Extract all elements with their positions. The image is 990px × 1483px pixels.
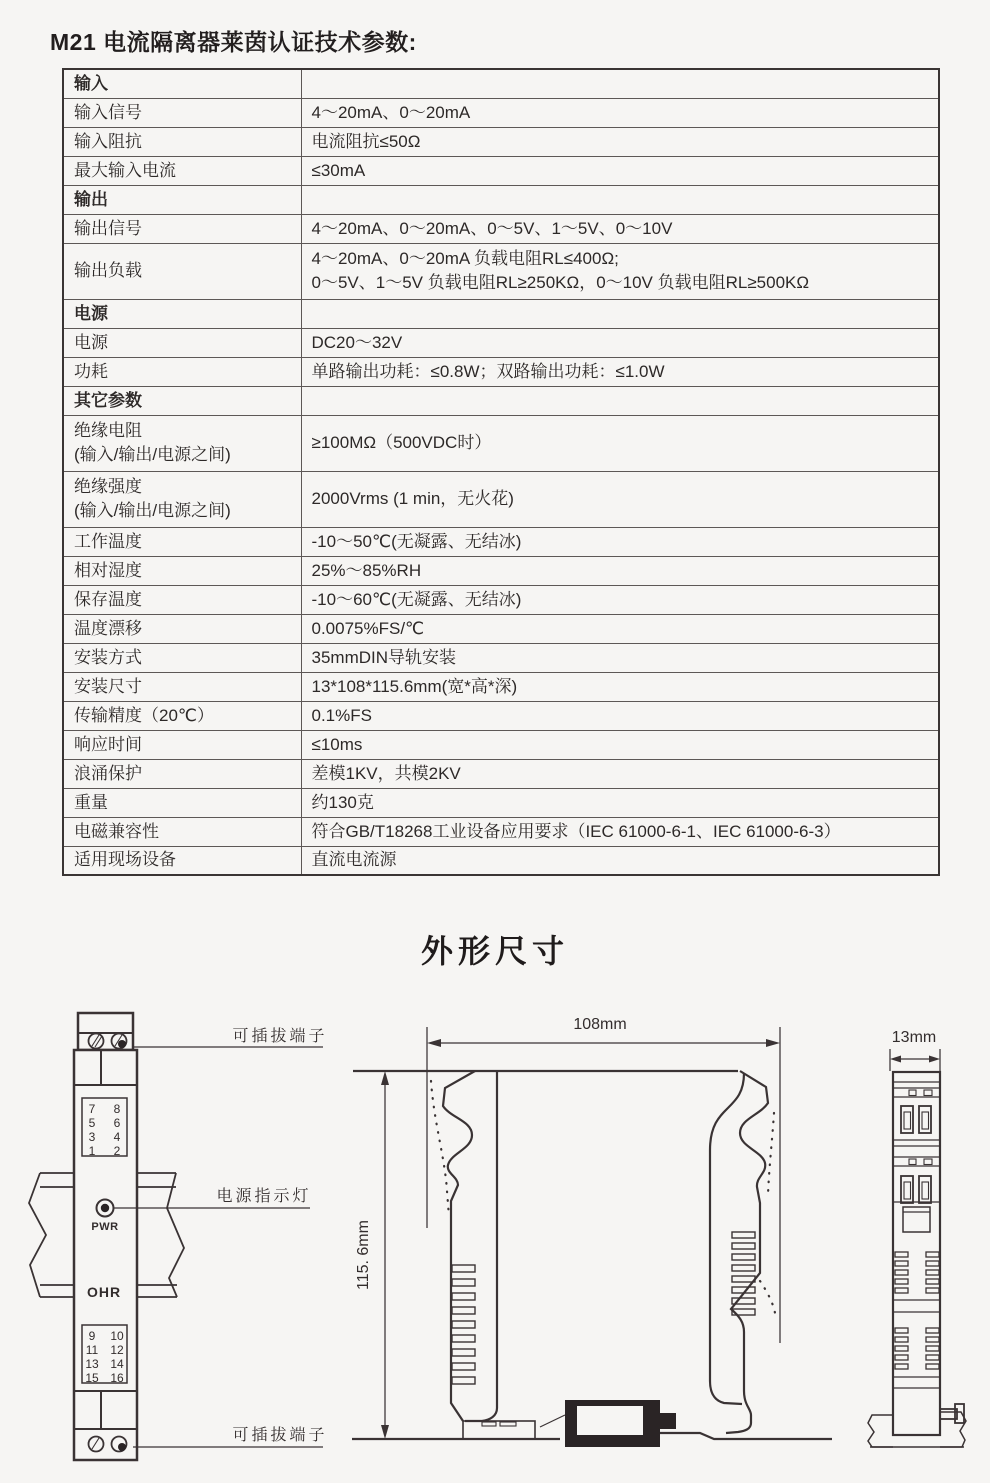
param-value-cell — [301, 730, 939, 759]
param-name: 温度漂移 — [74, 618, 142, 638]
param-name-cell — [63, 788, 301, 817]
section-label-cell — [63, 185, 301, 214]
clip-latch-tab — [940, 1404, 964, 1423]
param-value-cell — [301, 701, 939, 730]
table-row — [63, 98, 939, 127]
param-name: 最大输入电流 — [74, 160, 176, 180]
depth-dimension-115mm — [381, 1071, 389, 1439]
param-name: 输入信号 — [74, 102, 142, 122]
section-label-cell — [63, 69, 301, 98]
param-value: ≥100MΩ（500VDC时） — [311, 433, 492, 452]
param-value-cell — [301, 328, 939, 357]
section-label: 其它参数 — [74, 390, 142, 410]
param-name-cell — [63, 415, 301, 471]
latch-travel-dotted-lines — [431, 1081, 775, 1313]
outline-dimensions-title: 外形尺寸 — [420, 933, 569, 969]
section-label: 输出 — [74, 189, 108, 209]
param-name-cell — [63, 127, 301, 156]
param-value-cell — [301, 243, 939, 299]
table-row — [63, 759, 939, 788]
param-value: 13*108*115.6mm(宽*高*深) — [311, 676, 518, 696]
param-value: 0.0075%FS/℃ — [311, 618, 425, 638]
param-name: 绝缘电阻 — [74, 421, 142, 440]
param-name-cell — [63, 672, 301, 701]
terminal-number: 10 — [110, 1329, 124, 1343]
table-row — [63, 415, 939, 471]
param-name: 工作温度 — [74, 531, 142, 551]
param-value: 0.1%FS — [311, 705, 372, 725]
edge-view-drawing — [868, 1049, 966, 1447]
param-value-cell — [301, 817, 939, 846]
terminal-number: 1 — [88, 1144, 96, 1158]
din-clip-latch — [565, 1400, 676, 1447]
terminal-number: 4 — [113, 1130, 121, 1144]
param-value-cell — [301, 156, 939, 185]
param-name-cell — [63, 527, 301, 556]
param-name: 输出信号 — [74, 218, 142, 238]
section-label: 输入 — [74, 73, 108, 93]
brand-logo-text: OHR — [86, 1284, 122, 1300]
outline-drawing — [0, 963, 990, 1483]
table-row — [63, 585, 939, 614]
module-body — [74, 1050, 137, 1460]
param-name: 保存温度 — [74, 589, 142, 609]
param-value: -10～60℃(无凝露、无结冰) — [311, 589, 522, 609]
page-title: M21 电流隔离器莱茵认证技术参数: — [50, 29, 417, 55]
param-value: 4～20mA、0～20mA — [311, 102, 471, 122]
param-value: 2000Vrms (1 min，无火花) — [311, 489, 514, 508]
param-value-cell — [301, 556, 939, 585]
param-value: -10～50℃(无凝露、无结冰) — [311, 531, 522, 551]
section-empty-cell — [301, 69, 939, 98]
param-name: 输入阻抗 — [74, 131, 142, 151]
section-empty-cell — [301, 185, 939, 214]
param-name: 传输精度（20℃） — [74, 705, 215, 725]
param-name-cell — [63, 614, 301, 643]
width-dimension-108mm — [427, 1027, 780, 1343]
param-name-cell — [63, 357, 301, 386]
param-name-cell — [63, 759, 301, 788]
terminal-number: 2 — [113, 1144, 121, 1158]
param-value: 符合GB/T18268工业设备应用要求（IEC 61000-6-1、IEC 61000-6-3） — [311, 821, 841, 841]
param-value-cell — [301, 415, 939, 471]
side-view-drawing — [352, 1027, 832, 1447]
edge-width-dim-text: 13mm — [891, 1029, 937, 1046]
param-value: 25%～85%RH — [311, 560, 422, 580]
param-name-cell — [63, 98, 301, 127]
param-value: ≤30mA — [311, 160, 366, 180]
table-row — [63, 846, 939, 875]
pwr-led-text: PWR — [91, 1221, 119, 1233]
terminal-number: 3 — [88, 1130, 96, 1144]
param-name: 电磁兼容性 — [74, 821, 159, 841]
table-row — [63, 243, 939, 299]
edge-body — [893, 1072, 964, 1435]
table-row — [63, 817, 939, 846]
table-row — [63, 556, 939, 585]
param-name-cell — [63, 156, 301, 185]
terminal-number: 13 — [85, 1357, 99, 1371]
table-section-row — [63, 69, 939, 98]
param-value: 4～20mA、0～20mA、0～5V、1～5V、0～10V — [311, 218, 673, 238]
param-name-cell — [63, 556, 301, 585]
param-name: 适用现场设备 — [74, 850, 176, 870]
param-value: DC20～32V — [311, 332, 403, 352]
section-label: 电源 — [74, 303, 108, 323]
param-value: 约130克 — [311, 792, 374, 812]
terminal-number: 9 — [88, 1329, 96, 1343]
param-name-cell — [63, 214, 301, 243]
terminal-number: 6 — [113, 1116, 121, 1130]
param-name: 绝缘强度 — [74, 477, 142, 496]
table-row — [63, 788, 939, 817]
width-dim-text: 108mm — [573, 1016, 627, 1033]
param-name-cell — [63, 817, 301, 846]
table-row — [63, 614, 939, 643]
bottom-bracket — [463, 1415, 565, 1439]
section-label-cell — [63, 299, 301, 328]
param-name-cell — [63, 243, 301, 299]
param-value: 单路输出功耗：≤0.8W；双路输出功耗：≤1.0W — [311, 361, 665, 381]
terminal-number: 14 — [110, 1357, 124, 1371]
param-name: 输出负载 — [74, 261, 142, 280]
section-empty-cell — [301, 386, 939, 415]
param-value-cell — [301, 759, 939, 788]
param-value-cell — [301, 98, 939, 127]
table-row — [63, 471, 939, 527]
top-terminal-block — [78, 1013, 133, 1050]
param-value-cell — [301, 643, 939, 672]
table-section-row — [63, 299, 939, 328]
terminal-number: 16 — [110, 1371, 124, 1385]
param-name-line2: (输入/输出/电源之间) — [74, 445, 231, 464]
table-row — [63, 730, 939, 759]
terminal-number: 12 — [110, 1343, 124, 1357]
param-name: 重量 — [74, 792, 108, 812]
param-value-cell — [301, 788, 939, 817]
param-name-cell — [63, 701, 301, 730]
table-section-row — [63, 386, 939, 415]
callout-lines — [114, 1047, 323, 1447]
param-value: 差模1KV，共模2KV — [311, 763, 461, 783]
param-name: 安装尺寸 — [74, 676, 142, 696]
param-name: 浪涌保护 — [74, 763, 142, 783]
param-value-cell — [301, 672, 939, 701]
section-empty-cell — [301, 299, 939, 328]
param-value: ≤10ms — [311, 734, 363, 754]
table-row — [63, 527, 939, 556]
param-value-line2: 0～5V、1～5V 负载电阻RL≥250KΩ，0～10V 负载电阻RL≥500KΩ — [311, 273, 810, 292]
section-label-cell — [63, 386, 301, 415]
table-row — [63, 214, 939, 243]
param-name: 相对湿度 — [74, 560, 142, 580]
power-led-label: 电源指示灯 — [216, 1188, 312, 1205]
terminal-number: 5 — [88, 1116, 96, 1130]
param-name-cell — [63, 846, 301, 875]
terminal-number: 8 — [113, 1102, 121, 1116]
param-value: 35mmDIN导轨安装 — [311, 647, 457, 667]
table-section-row — [63, 185, 939, 214]
param-name-cell — [63, 471, 301, 527]
table-row — [63, 672, 939, 701]
param-value-cell — [301, 527, 939, 556]
param-value-cell — [301, 471, 939, 527]
terminal-number: 15 — [85, 1371, 99, 1385]
param-value-cell — [301, 614, 939, 643]
depth-dim-text: 115. 6mm — [355, 1220, 372, 1290]
param-value: 电流阻抗≤50Ω — [311, 131, 421, 151]
param-name-cell — [63, 643, 301, 672]
table-row — [63, 328, 939, 357]
param-name: 响应时间 — [74, 734, 142, 754]
param-value-cell — [301, 585, 939, 614]
pluggable-terminal-label-bottom: 可插拔端子 — [232, 1427, 328, 1444]
table-row — [63, 643, 939, 672]
param-value: 直流电流源 — [311, 850, 397, 870]
param-name: 功耗 — [74, 361, 108, 381]
param-name: 安装方式 — [74, 647, 142, 667]
front-view-drawing — [29, 1013, 323, 1460]
param-value-cell — [301, 357, 939, 386]
param-name-cell — [63, 328, 301, 357]
param-name-line2: (输入/输出/电源之间) — [74, 501, 231, 520]
width-dimension-13mm — [890, 1049, 940, 1071]
terminal-number: 11 — [85, 1343, 99, 1357]
param-name: 电源 — [74, 332, 108, 352]
param-value-cell — [301, 214, 939, 243]
param-value: 4～20mA、0～20mA 负载电阻RL≤400Ω; — [311, 249, 619, 268]
table-row — [63, 357, 939, 386]
table-row — [63, 156, 939, 185]
param-name-cell — [63, 730, 301, 759]
param-value-cell — [301, 846, 939, 875]
param-value-cell — [301, 127, 939, 156]
table-row — [63, 127, 939, 156]
housing-profile — [443, 1071, 768, 1433]
table-row — [63, 701, 939, 730]
param-name-cell — [63, 585, 301, 614]
terminal-number: 7 — [88, 1102, 96, 1116]
pluggable-terminal-label-top: 可插拔端子 — [232, 1028, 328, 1045]
spec-table — [62, 68, 940, 876]
